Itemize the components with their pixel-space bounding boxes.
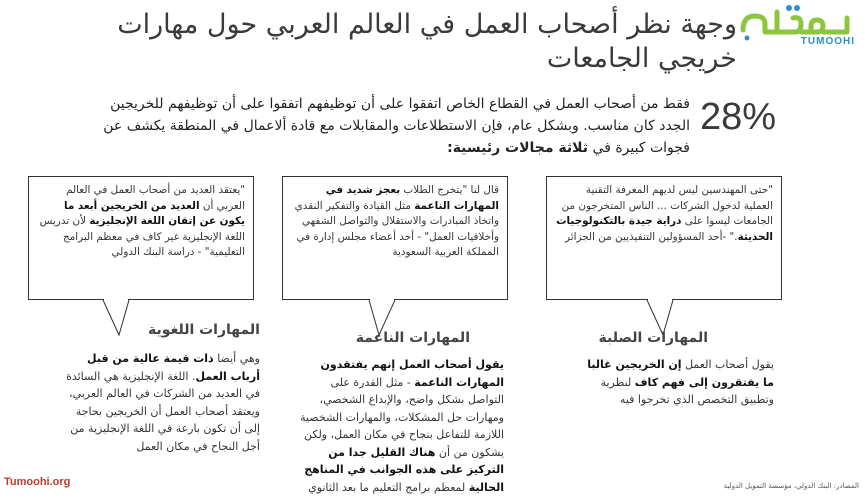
section-body-language (60, 350, 260, 455)
text-segment: ." -أحد المسؤولين التنفيذيين من الجزائر (564, 230, 738, 243)
statistic-value: 28% (700, 96, 777, 138)
text-segment: قال لنا "يتخرج الطلاب (400, 184, 499, 196)
text-segment: لمعظم برامج التعليم ما بعد الثانوي (308, 480, 469, 494)
intro-text: فقط من أصحاب العمل في القطاع الخاص اتفقوا على أن توظيفهم اتفقوا على أن توظيفهم للخريجين الجدد كان مناسب. وبشكل عام، فإن الاستطلاعات والمقابلات مع قادة ألاعمال في المنطقة يكشف عن فجوات كبيرة في (103, 96, 690, 156)
text-segment: "حتى المهندسين ليس لديهم المعرفة التقنية العملية لدخول الشركات ... الناس المتخرجون من الجامعات ليسوا على (561, 184, 773, 227)
text-segment: لنظرية وتطبيق التخصص الذي تخرجوا فيه (600, 375, 774, 406)
text-segment: . اللغة الإنجليزية هي السائدة في العديد من الشركات في العالم العربي، ويعتقد أصحاب العمل أن الخريجين بحاجة إلى أن تكون بارعة في اللغة الإنجليزية من أجل النجاح في مكان العمل (66, 369, 260, 453)
section-title-language: المهارات اللغوية (148, 322, 260, 338)
section-title-hard-skills: المهارات الصلبة (598, 330, 708, 346)
quote-bubble-hard-skills (546, 176, 782, 300)
source-note: المصادر: البنك الدولي، مؤسسة التمويل الدولية (723, 482, 859, 490)
quote-bubble-language (28, 176, 254, 300)
quote-bubble-soft-skills (282, 176, 508, 300)
logo-english-text: TUMOOHI (800, 36, 855, 47)
intro-subtext: ثلاثة مجالات رئيسية: (447, 140, 589, 156)
section-title-soft-skills: المهارات الناعمة (355, 330, 470, 346)
text-segment: مثل القيادة والتفكير النقدي واتخاذ المبادرات والاستقلال والتواصل الشفهي وأخلاقيات العمل" - أحد أعضاء مجلس إدارة في المملكة العربية السعودية (294, 199, 499, 258)
intro-paragraph (90, 93, 690, 159)
section-body-hard-skills (578, 356, 774, 409)
site-link[interactable]: Tumoohi.org (4, 476, 71, 488)
emphasis-text: يقول أصحاب العمل إنهم يفتقدون المهارات الناعمة (320, 358, 504, 389)
section-body-soft-skills (292, 356, 504, 496)
text-segment: لأن تدريس اللغة الإنجليزية غير كاف في معظم البرامج التعليمية" - دراسة البنك الدولي (39, 215, 245, 258)
emphasis-text: العديد من الخريجين أبعد ما يكون عن إتقان اللغة الإنجليزية (63, 199, 245, 227)
emphasis-text: هناك القليل جدا من التركيز على هذه الجوانب في المناهج الحالية (304, 445, 504, 494)
text-segment: - مثل القدرة على التواصل بشكل واضح، والإبداع الشخصي، ومهارات حل المشكلات، والمهارات الشخصية اللازمة للتفاعل بنجاح في مكان العمل، ولكن يشكون من أن (300, 375, 504, 459)
page-title: وجهة نظر أصحاب العمل في العالم العربي حول مهارات خريجي الجامعات (117, 9, 737, 74)
emphasis-text: دراية جيدة بالتكنولوجيات الحديثة (556, 215, 773, 243)
text-segment: "يعتقد العديد من أصحاب العمل في العالم العربي أن (66, 184, 245, 212)
text-segment: يقول أصحاب العمل (681, 358, 774, 371)
emphasis-text: ذات قيمة عالية من قبل أرباب العمل (87, 352, 260, 383)
text-segment: وهي أيضا (213, 352, 260, 365)
emphasis-text: بعجز شديد في المهارات الناعمة (325, 184, 499, 212)
emphasis-text: إن الخريجين غالبا ما يفتقرون إلى فهم كاف (587, 358, 774, 389)
